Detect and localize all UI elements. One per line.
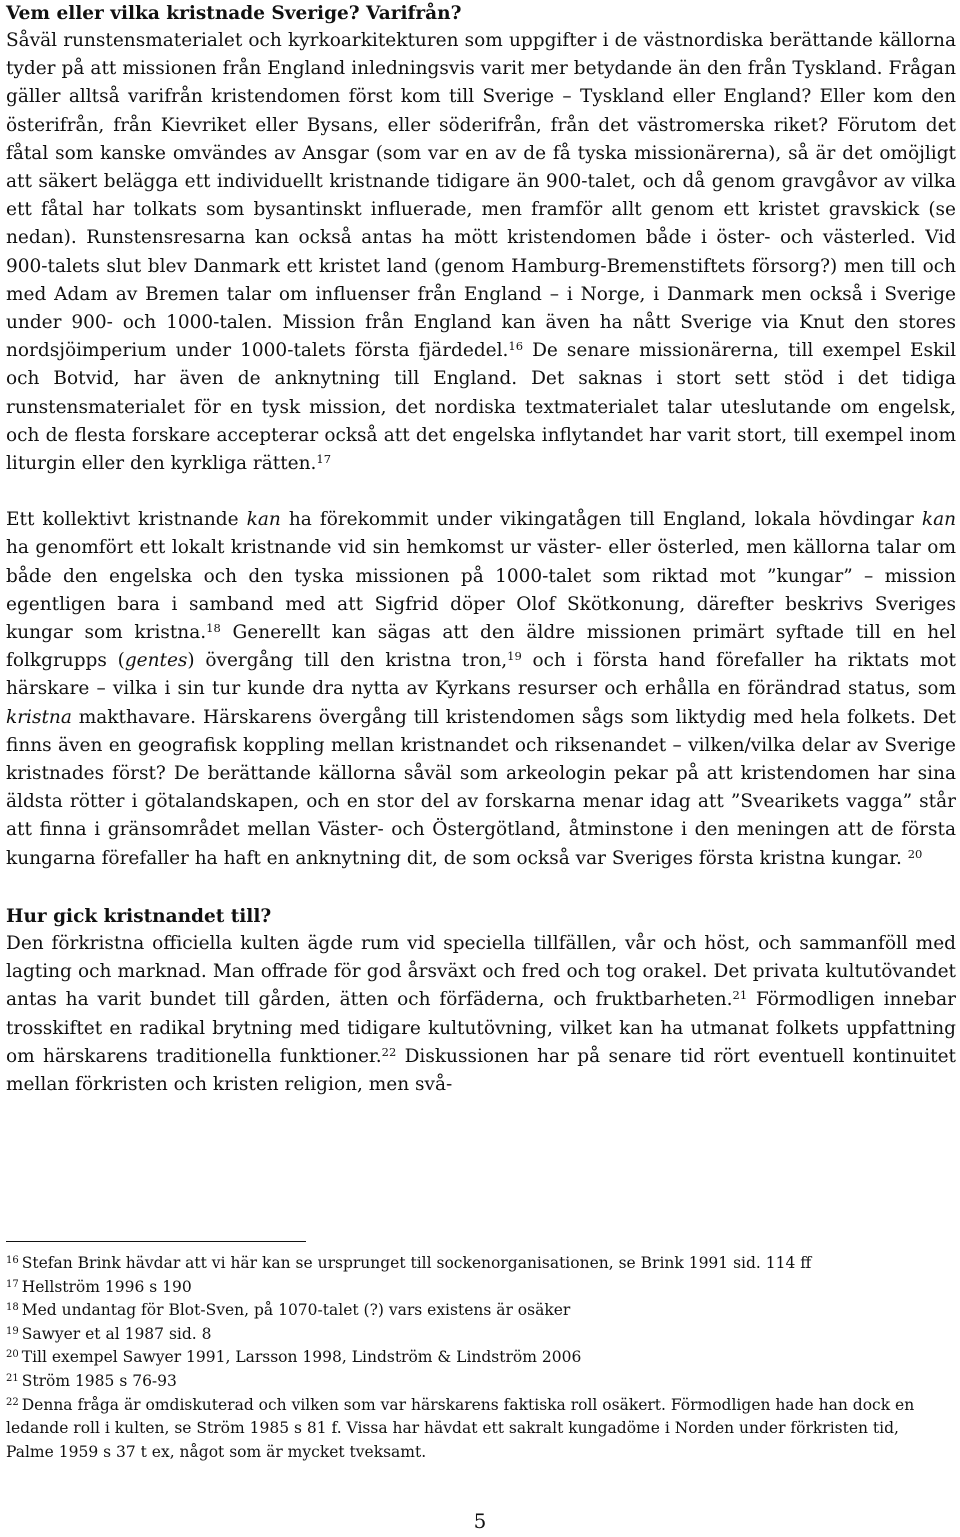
- emphasis-kan: kan: [921, 509, 957, 531]
- page-body: [6, 0, 956, 1099]
- footnote-ref-20[interactable]: 20: [907, 846, 923, 861]
- footnote-item: [6, 1299, 946, 1323]
- footnote-text: Denna fråga är omdiskuterad och vilken som var härskarens faktiska roll osäkert. Förmodligen hade han dock en ledande roll i kulten, se Ström 1985 s 81 f. Vissa har hävdat ett sakralt kungadöme i Norden under förkristen tid, Palme 1959 s 37 t ex, något som är mycket tveksamt.: [6, 1395, 915, 1461]
- footnote-number: 17: [6, 1278, 19, 1290]
- footnote-ref-16[interactable]: 16: [508, 339, 524, 354]
- text-span: Diskussionen har på senare tid rört eventuell kontinuitet mellan förkristen och kristen religion, men svå-: [6, 1045, 956, 1095]
- emphasis-kan: kan: [246, 509, 281, 531]
- text-span: Generellt kan sägas att den äldre missionen primärt syftade till en hel folkgrupps (: [6, 622, 956, 672]
- footnote-item: [6, 1252, 946, 1276]
- footnote-item: [6, 1323, 946, 1347]
- footnote-text: Hellström 1996 s 190: [21, 1277, 192, 1296]
- footnote-number: 20: [6, 1349, 19, 1361]
- footnote-item: [6, 1370, 946, 1394]
- paragraph-collective-christening: [6, 506, 956, 873]
- text-span: och i första hand förefaller ha riktats mot härskare – vilka i sin tur kunde dra nytta av Kyrkans resurser och erhålla en förändrad status, som: [6, 650, 956, 700]
- footnote-ref-17[interactable]: 17: [316, 452, 332, 467]
- text-span: ) övergång till den kristna tron,: [187, 650, 508, 672]
- text-span: Den förkristna officiella kulten ägde rum vid speciella tillfällen, vår och höst, och sammanföll med lagting och marknad. Man offrade för god årsväxt och fred och tog orakel. Det privata kultutövandet antas ha varit bundet till gården, ätten och förfäderna, och fruktbarheten.: [6, 932, 956, 1011]
- footnote-ref-21[interactable]: 21: [732, 988, 748, 1003]
- text-span: Förmodligen innebar trosskiftet en radikal brytning med tidigare kultutövning, vilket kan ha utmanat folkets uppfattning om härskarens traditionella funktioner.: [6, 989, 956, 1067]
- text-span: ha förekommit under vikingatågen till England, lokala hövdingar: [280, 509, 922, 531]
- footnote-text: Ström 1985 s 76-93: [21, 1371, 177, 1390]
- footnote-text: Med undantag för Blot-Sven, på 1070-talet (?) vars existens är osäker: [21, 1301, 571, 1320]
- text-span: Såväl runstensmaterialet och kyrkoarkitekturen som uppgifter i de västnordiska berättande källorna tyder på att missionen från England inledningsvis varit mer betydande än den från Tyskland. Frågan gäller alltså varifrån kristendomen först kom till Sverige – Tyskland eller England? Eller kom den österifrån, från Kievriket eller Bysans, eller söderifrån, från det västromerska riket? Förutom det fåtal som kanske omvändes av Ansgar (som var en av de få tyska missionärerna), så är det omöjligt att säkert belägga ett individuellt kristnande tidigare än 900-talet, och då genom gravgåvor av vilka ett fåtal har tolkats som bysantinskt influerade, men framför allt genom ett kristet gravskick (se nedan). Runstensresarna kan också antas ha mött kristendomen både i öster- och västerled. Vid 900-talets slut blev Danmark ett kristet land (genom Hamburg-Bremenstiftets försorg?) men till och med Adam av Bremen talar om influenser från England – i Norge, i Danmark men också i Sverige under 900- och 1000-talen. Mission från England kan även ha nått Sverige via Knut den stores nordsjöimperium under 1000-talets första fjärdedel.: [6, 30, 956, 362]
- page-number: 5: [473, 1509, 487, 1533]
- footnote-item: [6, 1394, 946, 1465]
- footnote-item: [6, 1276, 946, 1300]
- emphasis-gentes: gentes: [124, 650, 188, 672]
- footnote-divider: [6, 1241, 306, 1242]
- footnote-text: Sawyer et al 1987 sid. 8: [21, 1324, 212, 1343]
- footnote-ref-18[interactable]: 18: [206, 621, 221, 636]
- footnote-number: 21: [6, 1372, 19, 1384]
- footnote-number: 19: [6, 1325, 19, 1337]
- footnote-text: Stefan Brink hävdar att vi här kan se ursprunget till sockenorganisationen, se Brink 1991 sid. 114 ff: [21, 1254, 812, 1272]
- paragraph-origins: [6, 27, 956, 478]
- footnote-ref-19[interactable]: 19: [507, 649, 522, 664]
- text-span: De senare missionärerna, till exempel Eskil och Botvid, har även de anknytning till England. Det saknas i stort sett stöd i det tidiga runstensmaterialet för en tysk mission, det nordiska textmaterialet talar uteslutande om engelsk, och de flesta forskare accepterar också att det engelska inflytandet har varit stort, till exempel inom liturgin eller den kyrkliga rätten.: [6, 340, 956, 475]
- section-heading-who: Vem eller vilka kristnade Sverige? Varifrån?: [6, 3, 462, 24]
- footnote-item: [6, 1346, 946, 1370]
- footnote-number: 16: [6, 1255, 19, 1266]
- text-span: Ett kollektivt kristnande: [6, 509, 247, 531]
- section-heading-how: Hur gick kristnandet till?: [6, 905, 272, 927]
- footnote-number: 18: [6, 1302, 19, 1314]
- text-span: ha genomfört ett lokalt kristnande vid sin hemkomst ur väster- eller österled, men källorna talar om både den engelska och den tyska missionen på 1000-talet som riktad mot ”kungar” – mission egentligen bara i samband med att Sigfrid döper Olof Skötkonung, därefter beskrivs Sveriges kungar som kristna.: [6, 537, 956, 644]
- paragraph-pre-christian-cult: [6, 930, 956, 1099]
- footnote-text: Till exempel Sawyer 1991, Larsson 1998, Lindström & Lindström 2006: [21, 1348, 582, 1367]
- footnote-ref-22[interactable]: 22: [381, 1044, 397, 1059]
- footnotes: [6, 1252, 946, 1464]
- text-span: makthavare. Härskarens övergång till kristendomen sågs som liktydig med hela folkets. Det finns även en geografisk koppling mellan kristnandet och riksenandet – vilken/vilka delar av Sverige kristnades först? De berättande källorna såväl som arkeologin pekar på att kristendomen har sina äldsta rötter i götalandskapen, och en stor del av forskarna menar idag att ”Svearikets vagga” står att finna i gränsområdet mellan Väster- och Östergötland, åtminstone i den meningen att de första kungarna förefaller ha haft en anknytning dit, de som också var Sveriges första kristna kungar.: [6, 706, 956, 869]
- footnote-number: 22: [6, 1396, 19, 1408]
- emphasis-kristna: kristna: [6, 706, 72, 728]
